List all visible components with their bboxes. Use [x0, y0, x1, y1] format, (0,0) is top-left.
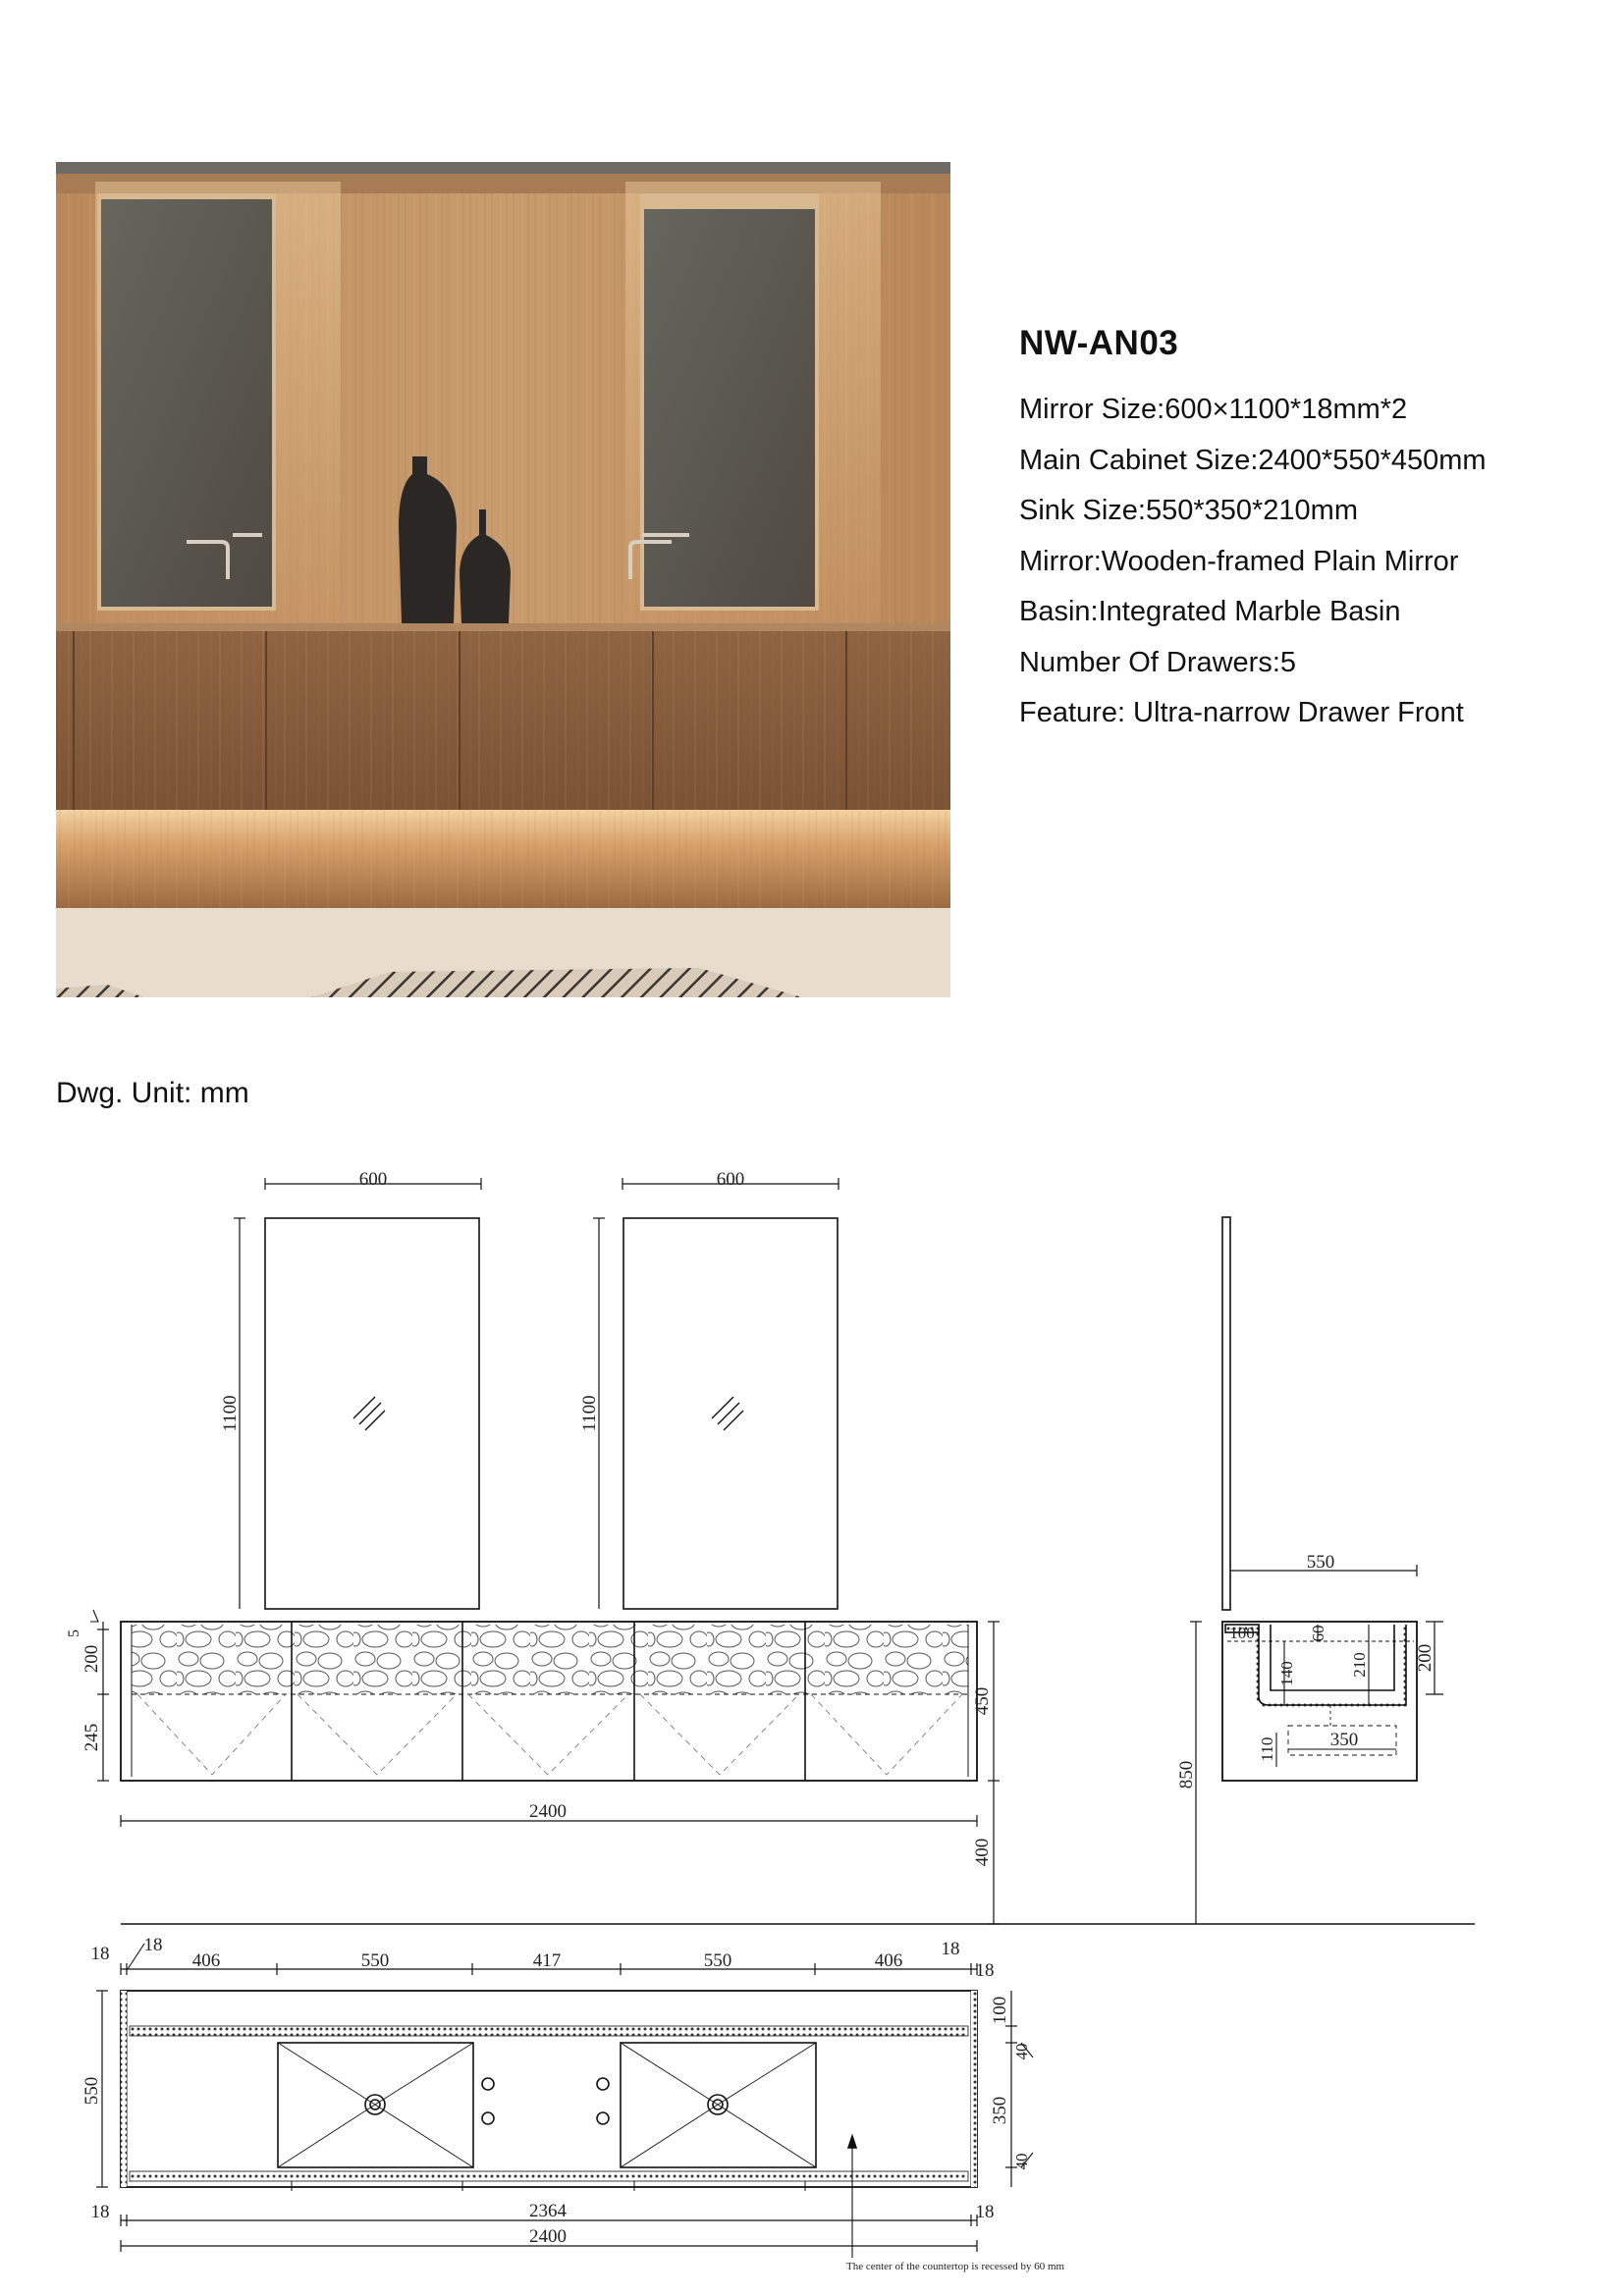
- model-title: NW-AN03: [1019, 324, 1179, 362]
- drawing-unit-label: Dwg. Unit: mm: [56, 1077, 249, 1109]
- dim-plan-seg-4: 550: [703, 1950, 732, 1971]
- dim-cabinet-height: 450: [972, 1686, 993, 1716]
- dim-mirror-width-2: 600: [716, 1169, 745, 1190]
- dim-side-sink-height: 210: [1350, 1652, 1369, 1678]
- side-view: [1222, 1217, 1417, 1781]
- dim-side-basin-depth: 140: [1277, 1661, 1296, 1686]
- spec-basin: Basin:Integrated Marble Basin: [1019, 596, 1401, 627]
- dim-floor-clearance: 400: [972, 1838, 993, 1867]
- plan-view: [121, 1991, 977, 2191]
- dim-plan-edge-left-bottom: 18: [90, 2202, 110, 2222]
- dim-plan-edge-left-top: 18: [90, 1944, 110, 1964]
- dim-plan-edge-right-bottom: 18: [975, 2202, 995, 2222]
- spec-mirror-type: Mirror:Wooden-framed Plain Mirror: [1019, 545, 1459, 577]
- dim-mirror-width-1: 600: [358, 1169, 388, 1190]
- dim-plan-sink-depth: 350: [990, 2096, 1010, 2125]
- dim-side-top-height: 200: [1415, 1643, 1435, 1673]
- front-mirror-1: [265, 1218, 479, 1609]
- dim-side-sink-width: 350: [1329, 1730, 1359, 1750]
- dim-lower-band: 245: [81, 1723, 102, 1752]
- spec-mirror-size: Mirror Size:600×1100*18mm*2: [1019, 394, 1408, 425]
- dim-side-drain: 110: [1258, 1736, 1276, 1762]
- dim-mirror-height-1: 1100: [220, 1395, 241, 1432]
- dim-plan-inner-width: 2364: [529, 2201, 567, 2221]
- dim-plan-back-gap: 100: [990, 1996, 1010, 2025]
- dim-plan-depth: 550: [81, 2076, 102, 2106]
- dim-side-60: 60: [1309, 1625, 1327, 1642]
- dim-cabinet-width: 2400: [529, 1801, 567, 1822]
- front-mirror-2: [623, 1218, 838, 1609]
- dim-plan-seg-5: 406: [874, 1950, 903, 1971]
- dim-top-gap: 5: [66, 1629, 82, 1637]
- dim-mirror-height-2: 1100: [579, 1395, 600, 1432]
- dim-side-offset: 100: [1229, 1624, 1255, 1642]
- dim-plan-edge-left-top-2: 18: [143, 1935, 163, 1955]
- dim-top-band: 200: [81, 1644, 102, 1674]
- dim-plan-rim-top: 40: [1012, 2043, 1031, 2060]
- dim-plan-edge-right-top-2: 18: [975, 1960, 995, 1981]
- dim-plan-edge-right-top: 18: [941, 1939, 960, 1959]
- front-cabinet: [121, 1622, 977, 1781]
- spec-drawers: Number Of Drawers:5: [1019, 646, 1297, 678]
- plan-note: The center of the countertop is recessed by 60 mm: [846, 2261, 1065, 2272]
- dim-side-depth: 550: [1306, 1552, 1335, 1573]
- dim-plan-seg-2: 550: [360, 1950, 390, 1971]
- spec-cabinet-size: Main Cabinet Size:2400*550*450mm: [1019, 444, 1487, 476]
- spec-sink-size: Sink Size:550*350*210mm: [1019, 495, 1358, 526]
- dim-side-total-height: 850: [1176, 1760, 1197, 1789]
- dim-plan-rim-bottom: 40: [1012, 2153, 1031, 2170]
- dim-plan-seg-1: 406: [191, 1950, 221, 1971]
- dim-plan-total-width: 2400: [529, 2226, 567, 2247]
- dim-plan-seg-3: 417: [532, 1950, 562, 1971]
- spec-feature: Feature: Ultra-narrow Drawer Front: [1019, 697, 1464, 728]
